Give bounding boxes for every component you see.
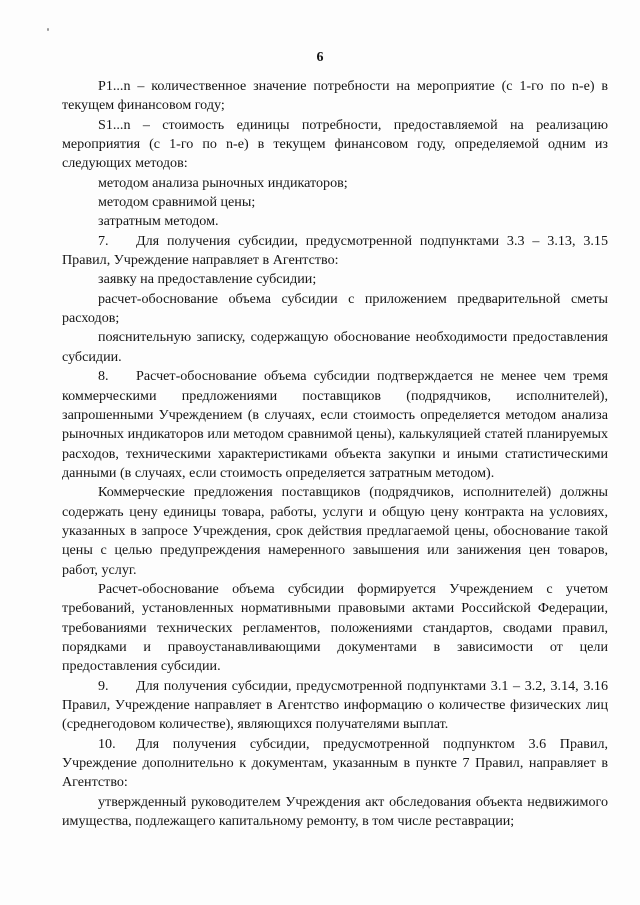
method-cost: затратным методом.: [98, 213, 219, 230]
paragraph-commercial-offers: Коммерческие предложения поставщиков (подрядчиков, исполнителей) должны содержать цену единицы товара, работы, услуги и общую цену контракта на условиях, указанных в запросе Учреждения, срок действия предлагаемой цены, обоснование такой цены с целью предупреждения намеренного завышения или занижения цен товаров, работ, услуг.: [62, 484, 608, 578]
list-inspection-act: утвержденный руководителем Учреждения акт обследования объекта недвижимого имущества, подлежащего капитальному ремонту, в том числе реставрации;: [62, 793, 608, 830]
item-text: Для получения субсидии, предусмотренной подпунктами 3.3 – 3.13, 3.15 Правил, Учреждение направляет в Агентство:: [62, 232, 608, 269]
item-text: Для получения субсидии, предусмотренной подпунктами 3.1 – 3.2, 3.14, 3.16 Правил, Учреждение направляет в Агентство информацию о количестве физических лиц (среднегодовом количестве), являющихся получателями выплат.: [62, 677, 608, 733]
list-explanatory-note: пояснительную записку, содержащую обоснование необходимости предоставления субсидии.: [62, 329, 608, 365]
item-text: Расчет-обоснование объема субсидии подтверждается не менее чем тремя коммерческими предложениями поставщиков (подрядчиков, исполнителей), запрошенными Учреждением (в случаях, если стоимость определяется методом анализа рыночных индикаторов или методом сравнимой цены), калькуляцией статей планируемых расходов, техническими характеристиками объекта закупки и иными статистическими данными (в случаях, если стоимость определяется затратным методом).: [62, 368, 608, 481]
item-8: [62, 367, 608, 483]
item-number: 10.: [98, 735, 116, 752]
list-application: заявку на предоставление субсидии;: [98, 271, 317, 288]
paragraph-calculation-formation: Расчет-обоснование объема субсидии формируется Учреждением с учетом требований, установленных нормативными правовыми актами Российской Федерации, требованиями технических регламентов, положениями стандартов, сводами правил, порядками и правоустанавливающими документами в зависимости от цели предоставления субсидии.: [62, 580, 608, 675]
paragraph-s-definition: S1...n – стоимость единицы потребности, предоставляемой на реализацию мероприятия (с 1-го по n-е) в текущем финансовом году, определяемой одним из следующих методов:: [62, 116, 608, 172]
method-comparable-price: методом сравнимой цены;: [98, 194, 256, 211]
paragraph-p-definition: P1...n – количественное значение потребности на мероприятие (с 1-го по n-е) в текущем финансовом году;: [62, 78, 608, 114]
item-number: 9.: [98, 677, 109, 694]
item-text: Для получения субсидии, предусмотренной подпунктом 3.6 Правил, Учреждение дополнительно к документам, указанным в пункте 7 Правил, направляет в Агентство:: [62, 735, 608, 791]
item-number: 8.: [98, 368, 109, 385]
list-calculation: расчет-обоснование объема субсидии с приложением предварительной сметы расходов;: [62, 290, 608, 327]
document-body: [62, 77, 608, 831]
scan-speck: [47, 28, 49, 31]
method-market-indicators: методом анализа рыночных индикаторов;: [98, 174, 348, 191]
item-10: [62, 735, 608, 793]
item-number: 7.: [98, 232, 109, 249]
item-7: [62, 232, 608, 271]
item-9: [62, 677, 608, 735]
page-number: 6: [316, 50, 324, 65]
